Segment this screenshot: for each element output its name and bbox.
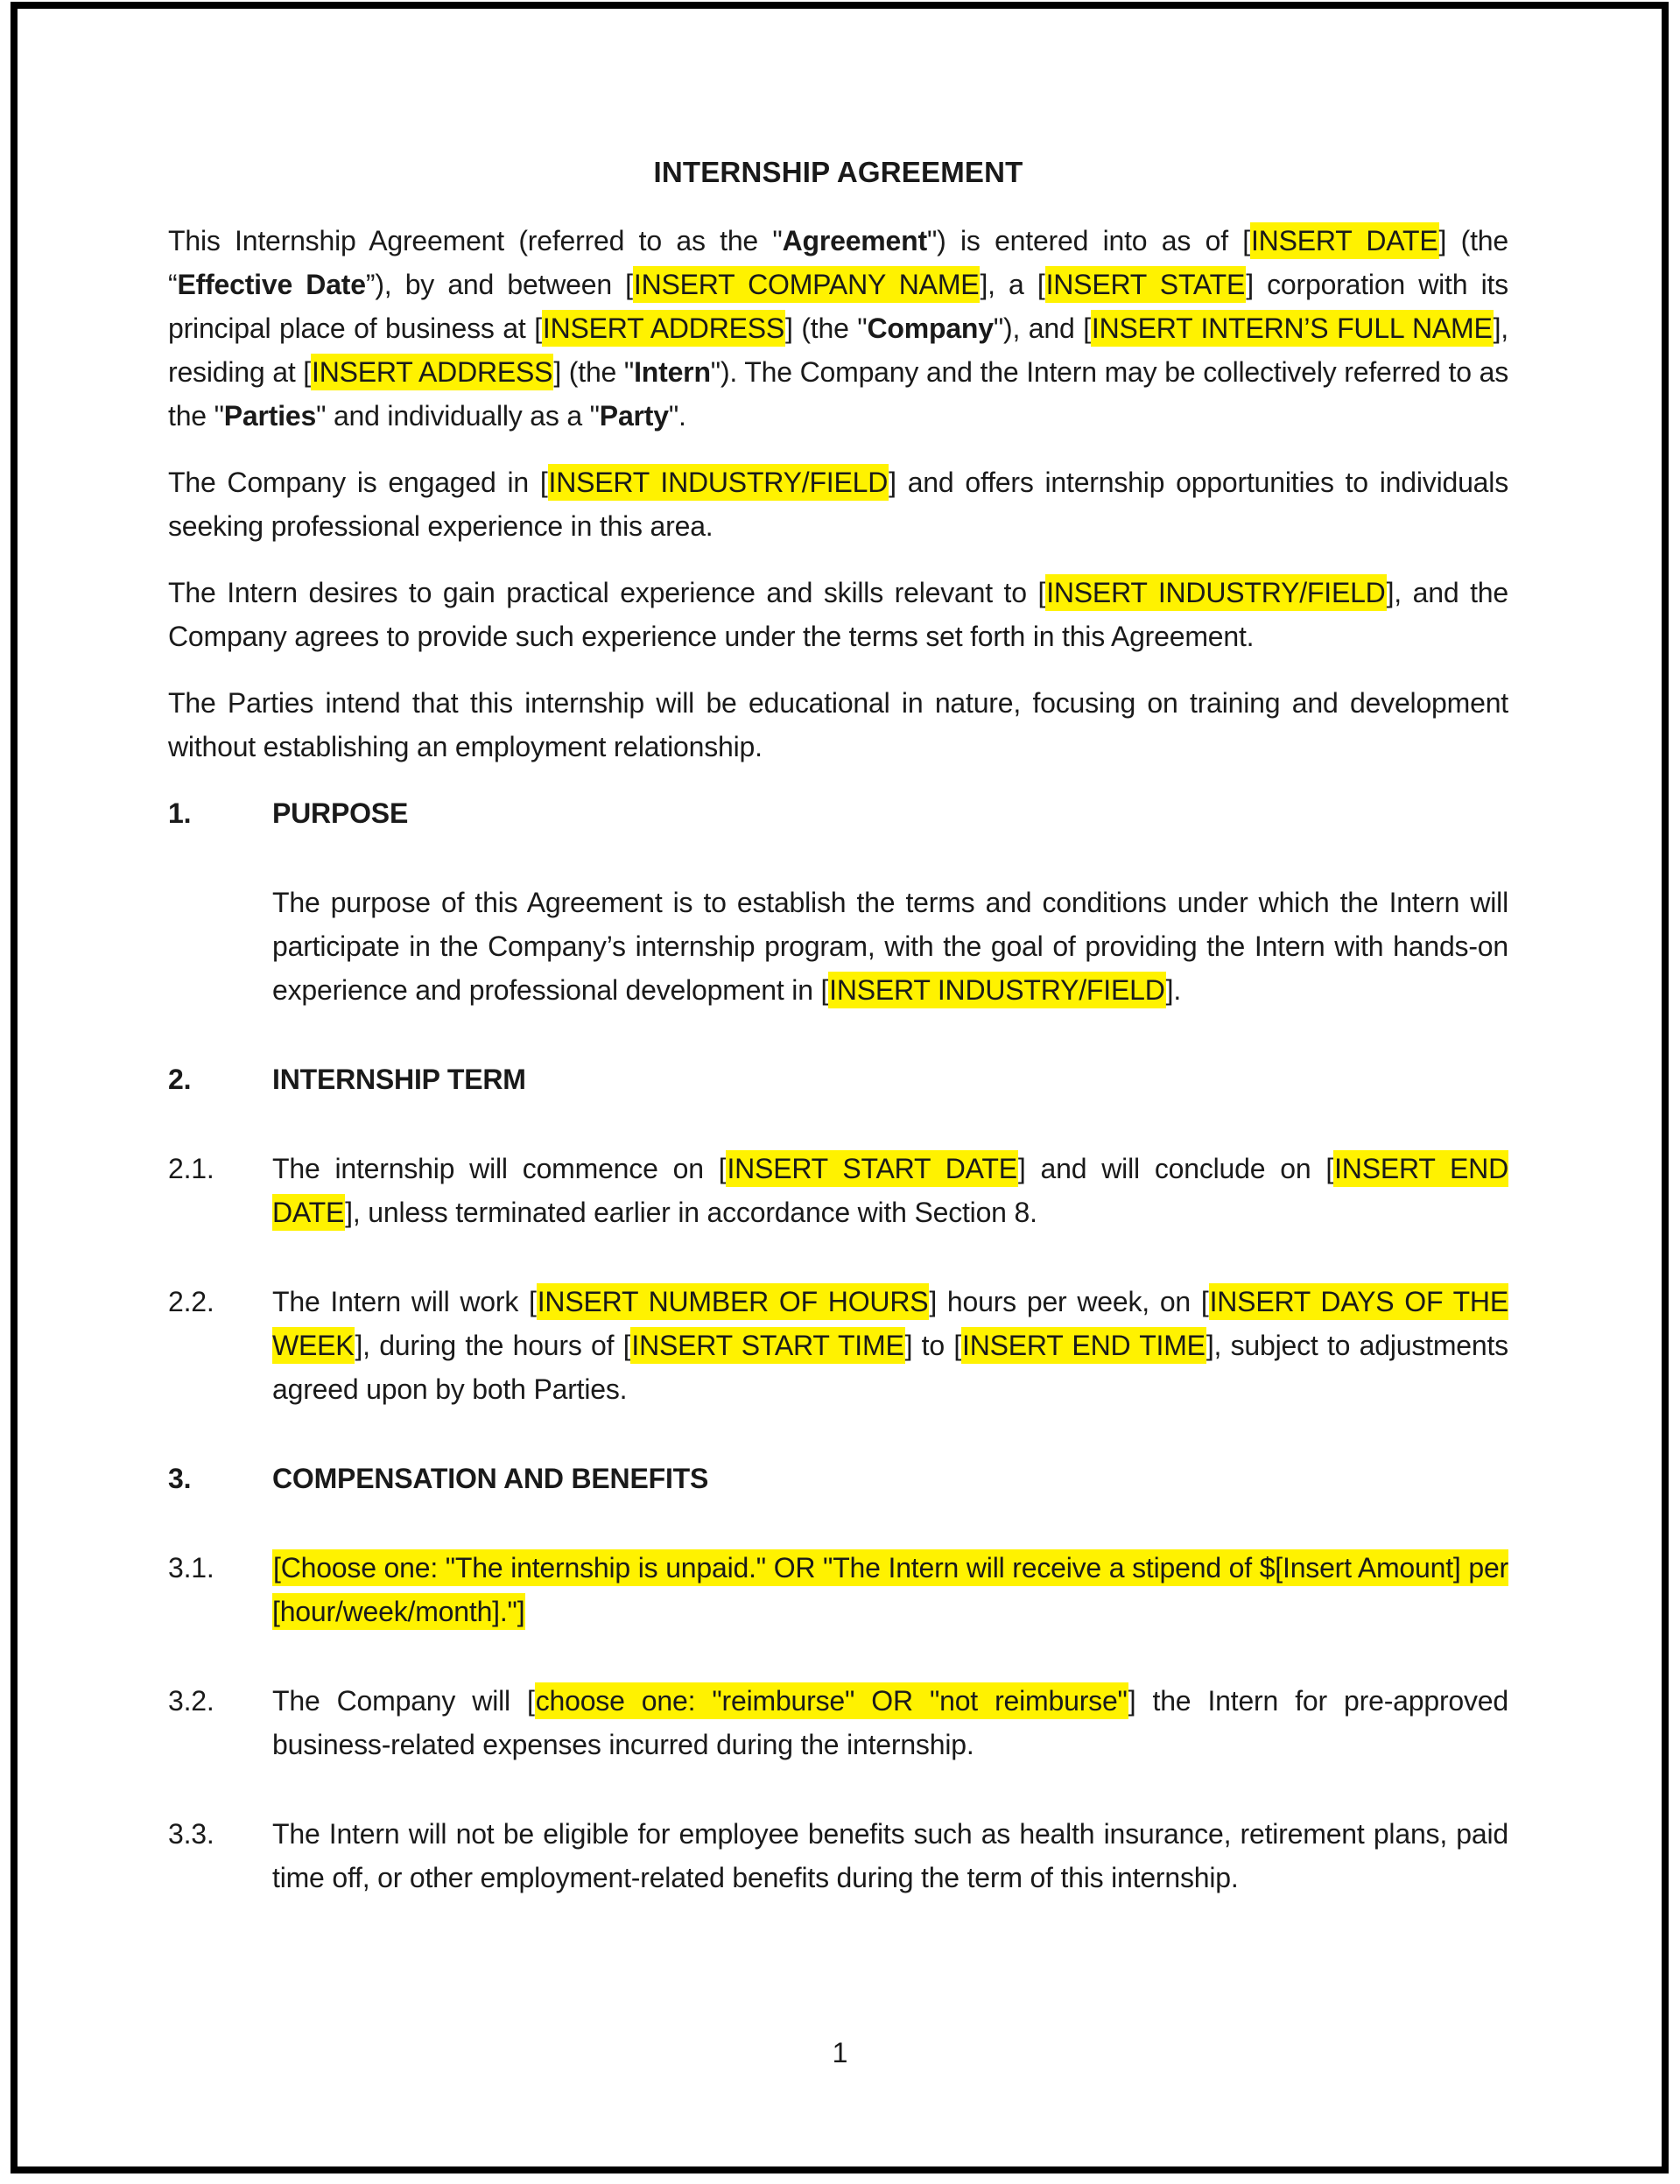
section-body-paragraph [168,881,1508,1012]
text-run: The Company will [ [272,1685,535,1717]
text-run: ], unless terminated earlier in accordance with Section 8. [345,1197,1037,1228]
placeholder-highlight: INSERT INDUSTRY/FIELD [548,464,889,501]
numbered-clause [168,1679,1508,1766]
section-heading-label: PURPOSE [272,797,409,829]
text-run: The Intern will not be eligible for employee benefits such as health insurance, retirement plans, paid time off, or other employment-related benefits during the term of this internship. [272,1818,1508,1893]
section-number: 3. [168,1463,192,1494]
intro-paragraph [168,460,1508,548]
text-run: This Internship Agreement (referred to as the " [168,225,783,256]
text-run: Intern [634,356,711,388]
document-content [168,0,1508,1945]
text-run: ". [668,400,686,432]
section-number: 2. [168,1064,192,1095]
numbered-clause [168,1280,1508,1411]
placeholder-highlight: INSERT COMPANY NAME [633,266,981,303]
text-run: Company [867,313,994,344]
placeholder-highlight: INSERT INDUSTRY/FIELD [1045,574,1386,611]
text-run: ]. [1165,974,1182,1006]
numbered-clause [168,1147,1508,1234]
text-run: ] hours per week, on [ [929,1286,1209,1317]
placeholder-highlight: INSERT STATE [1045,266,1247,303]
text-run: ] corporation with its principal place of business at [ [168,269,1508,344]
section-number: 1. [168,797,192,829]
clause-text [272,1812,1508,1900]
text-run: The Parties intend that this internship will be educational in nature, focusing on training and development without establishing an employment relationship. [168,687,1508,762]
text-run: The Intern will work [ [272,1286,537,1317]
section-heading [168,1057,1508,1101]
clause-number: 2.1. [168,1153,214,1184]
text-run: Effective Date [177,269,366,300]
clause-text [272,1679,1508,1766]
placeholder-highlight: INSERT END DATE [272,1150,1508,1231]
numbered-clause [168,1546,1508,1633]
text-run: The Company is engaged in [ [168,467,548,498]
text-run: ], residing at [ [168,313,1508,388]
text-run: ] (the " [553,356,635,388]
text-run: ], during the hours of [ [355,1330,631,1361]
text-run: ] and offers internship opportunities to individuals seeking professional experience in this area. [168,467,1508,542]
placeholder-highlight: INSERT INDUSTRY/FIELD [828,972,1165,1008]
text-run: Parties [223,400,317,432]
text-run: ] the Intern for pre-approved business-related expenses incurred during the internship. [272,1685,1508,1760]
page-number: 1 [832,2037,848,2068]
clause-number: 3.1. [168,1552,214,1584]
text-run: Party [599,400,669,432]
clause-text [272,1147,1508,1234]
placeholder-highlight: INSERT END TIME [961,1327,1206,1364]
placeholder-highlight: [Choose one: "The internship is unpaid." OR "The Intern will receive a stipend of $[Insert Amount] per [hour/week/month]."] [272,1549,1508,1630]
text-run: "). The Company and the Intern may be collectively referred to as the " [168,356,1509,432]
text-run: ] (the “ [168,225,1508,300]
text-run: Agreement [782,225,927,256]
clause-text [272,1546,1508,1633]
document-body [168,219,1508,1900]
text-run: ”), by and between [ [365,269,633,300]
placeholder-highlight: INSERT START TIME [630,1327,904,1364]
placeholder-highlight: choose one: "reimburse" OR "not reimburse" [535,1682,1128,1719]
text-run: ") is entered into as of [ [926,225,1250,256]
placeholder-highlight: INSERT START DATE [726,1150,1017,1187]
placeholder-highlight: INSERT INTERN’S FULL NAME [1091,310,1494,347]
text-run: The Intern desires to gain practical experience and skills relevant to [ [168,577,1046,608]
placeholder-highlight: INSERT DAYS OF THE WEEK [272,1283,1508,1364]
clause-text [272,1280,1508,1411]
intro-paragraph [168,681,1508,769]
placeholder-highlight: INSERT NUMBER OF HOURS [537,1283,930,1320]
document-title: INTERNSHIP AGREEMENT [653,156,1023,188]
clause-number: 3.2. [168,1685,214,1717]
text-run: ], a [ [980,269,1045,300]
text-run: "), and [ [993,313,1091,344]
clause-number: 2.2. [168,1286,214,1317]
placeholder-highlight: INSERT ADDRESS [311,354,553,390]
text-run: ], subject to adjustments agreed upon by both Parties. [272,1330,1508,1405]
intro-paragraph [168,219,1508,438]
text-run: ] to [ [904,1330,962,1361]
section-heading-label: INTERNSHIP TERM [272,1064,526,1095]
section-heading [168,1457,1508,1500]
text-run: ], and the Company agrees to provide such experience under the terms set forth in this Agreement. [168,577,1508,652]
intro-paragraph [168,571,1508,658]
section-heading-label: COMPENSATION AND BENEFITS [272,1463,709,1494]
placeholder-highlight: INSERT ADDRESS [542,310,785,347]
text-run: " and individually as a " [316,400,600,432]
text-run: ] and will conclude on [ [1017,1153,1334,1184]
text-run: The purpose of this Agreement is to establish the terms and conditions under which the Intern will participate in the Company’s internship program, with the goal of providing the Intern with hands-on experience and professional development in [ [272,887,1508,1006]
text-run: ] (the " [785,313,868,344]
numbered-clause [168,1812,1508,1900]
placeholder-highlight: INSERT DATE [1250,222,1439,259]
clause-number: 3.3. [168,1818,214,1850]
text-run: The internship will commence on [ [272,1153,727,1184]
section-heading [168,791,1508,835]
